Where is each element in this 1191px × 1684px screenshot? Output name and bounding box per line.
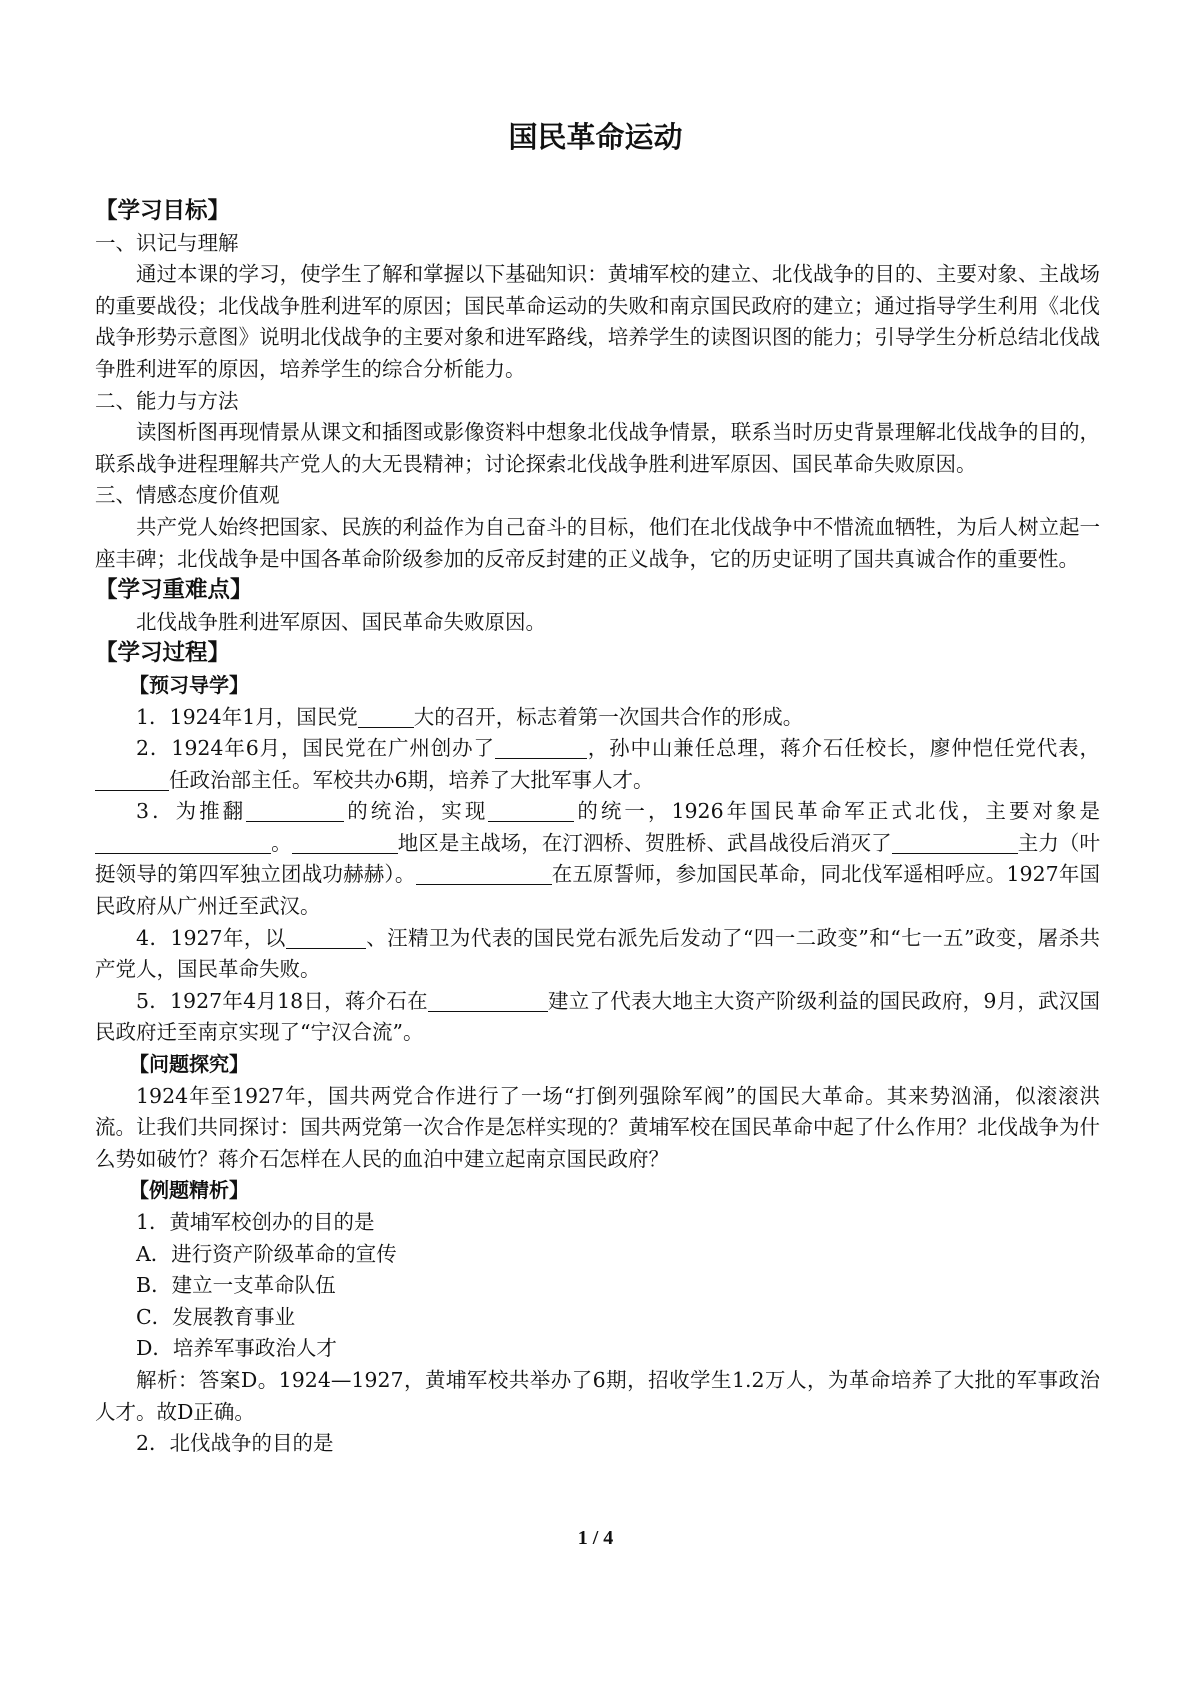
inquiry-heading: 【问题探究】	[129, 1052, 249, 1077]
fill-blank	[286, 927, 366, 949]
preview-question-2: 2．1924年6月，国民党在广州创办了 ，孙中山兼任总理，蒋介石任校长，廖仲恺任党代表，任政治部主任。军校共办6期，培养了大批军事人才。	[95, 733, 1100, 796]
document-body	[95, 196, 1100, 1460]
preview-heading: 【预习导学】	[129, 672, 249, 697]
keypoints-heading: 【学习重难点】	[95, 577, 253, 604]
example-option-d: D．培养军事政治人才	[136, 1336, 337, 1361]
fill-blank	[892, 832, 1018, 854]
fill-blank	[246, 801, 344, 823]
fill-blank	[95, 832, 271, 854]
example-option-b: B．建立一支革命队伍	[136, 1273, 336, 1298]
preview-question-5: 5．1927年4月18日，蒋介石在 建立了代表大地主大资产阶级利益的国民政府，9月，武汉国民政府迁至南京实现了“宁汉合流”。	[95, 988, 1101, 1045]
page-number: 1 / 4	[577, 1527, 614, 1549]
objectives-sub2: 二、能力与方法	[95, 388, 239, 413]
example-analysis: 解析：答案D。1924—1927，黄埔军校共举办了6期，招收学生1.2万人，为革命培养了大批的军事政治人才。故D正确。	[95, 1367, 1100, 1424]
fill-blank	[488, 801, 574, 823]
example-option-a: A．进行资产阶级革命的宣传	[136, 1241, 397, 1266]
fill-blank	[292, 832, 398, 854]
objectives-sub3: 三、情感态度价值观	[95, 483, 280, 508]
preview-question-1: 1．1924年1月，国民党 大的召开，标志着第一次国共合作的形成。	[136, 704, 804, 729]
preview-question-4: 4．1927年，以 、汪精卫为代表的国民党右派先后发动了“四一二政变”和“七一五”政变，屠杀共产党人，国民革命失败。	[95, 925, 1100, 982]
inquiry-text: 1924年至1927年，国共两党合作进行了一场“打倒列强除军阀”的国民大革命。其来势汹涌，似滚滚洪流。让我们共同探讨：国共两党第一次合作是怎样实现的？黄埔军校在国民革命中起了什么作用？北伐战争为什么势如破竹？蒋介石怎样在人民的血泊中建立起南京国民政府？	[95, 1083, 1100, 1171]
fill-blank	[95, 769, 169, 791]
fill-blank	[495, 738, 587, 760]
example-option-c: C．发展教育事业	[136, 1304, 296, 1329]
fill-blank	[416, 864, 552, 886]
examples-heading: 【例题精析】	[129, 1178, 249, 1203]
example-question-1: 1．黄埔军校创办的目的是	[136, 1210, 375, 1234]
objectives-text3: 共产党人始终把国家、民族的利益作为自己奋斗的目标，他们在北伐战争中不惜流血牺牲，为后人树立起一座丰碑；北伐战争是中国各革命阶级参加的反帝反封建的正义战争，它的历史证明了国共真诚合作的重要性。	[95, 514, 1100, 571]
fill-blank	[428, 990, 548, 1012]
objectives-text2: 读图析图再现情景从课文和插图或影像资料中想象北伐战争情景，联系当时历史背景理解北伐战争的目的，联系战争进程理解共产党人的大无畏精神；讨论探索北伐战争胜利进军原因、国民革命失败原因。	[95, 420, 1100, 476]
objectives-sub1: 一、识记与理解	[95, 230, 239, 255]
objectives-text1: 通过本课的学习，使学生了解和掌握以下基础知识：黄埔军校的建立、北伐战争的目的、主要对象、主战场的重要战役；北伐战争胜利进军的原因；国民革命运动的失败和南京国民政府的建立；通过指导学生利用《北伐战争形势示意图》说明北伐战争的主要对象和进军路线，培养学生的读图识图的能力；引导学生分析总结北伐战争胜利进军的原因，培养学生的综合分析能力。	[95, 262, 1100, 381]
process-heading: 【学习过程】	[95, 640, 231, 667]
preview-question-3: 3．为推翻 的统治，实现 的统一，1926年国民革命军正式北伐，主要对象是。 地区是主战场，在汀泗桥、贺胜桥、武昌战役后消灭了 主力（叶挺领导的第四军独立团战功赫赫）。 在五原誓师，参加国民革命，同北伐军遥相呼应。1927年国民政府从广州迁至武汉。	[95, 799, 1101, 919]
page-title: 国民革命运动	[508, 120, 683, 154]
fill-blank	[358, 706, 414, 728]
keypoints-text: 北伐战争胜利进军原因、国民革命失败原因。	[136, 609, 546, 634]
example-question-2: 2．北伐战争的目的是	[136, 1431, 334, 1456]
objectives-heading: 【学习目标】	[95, 198, 231, 224]
